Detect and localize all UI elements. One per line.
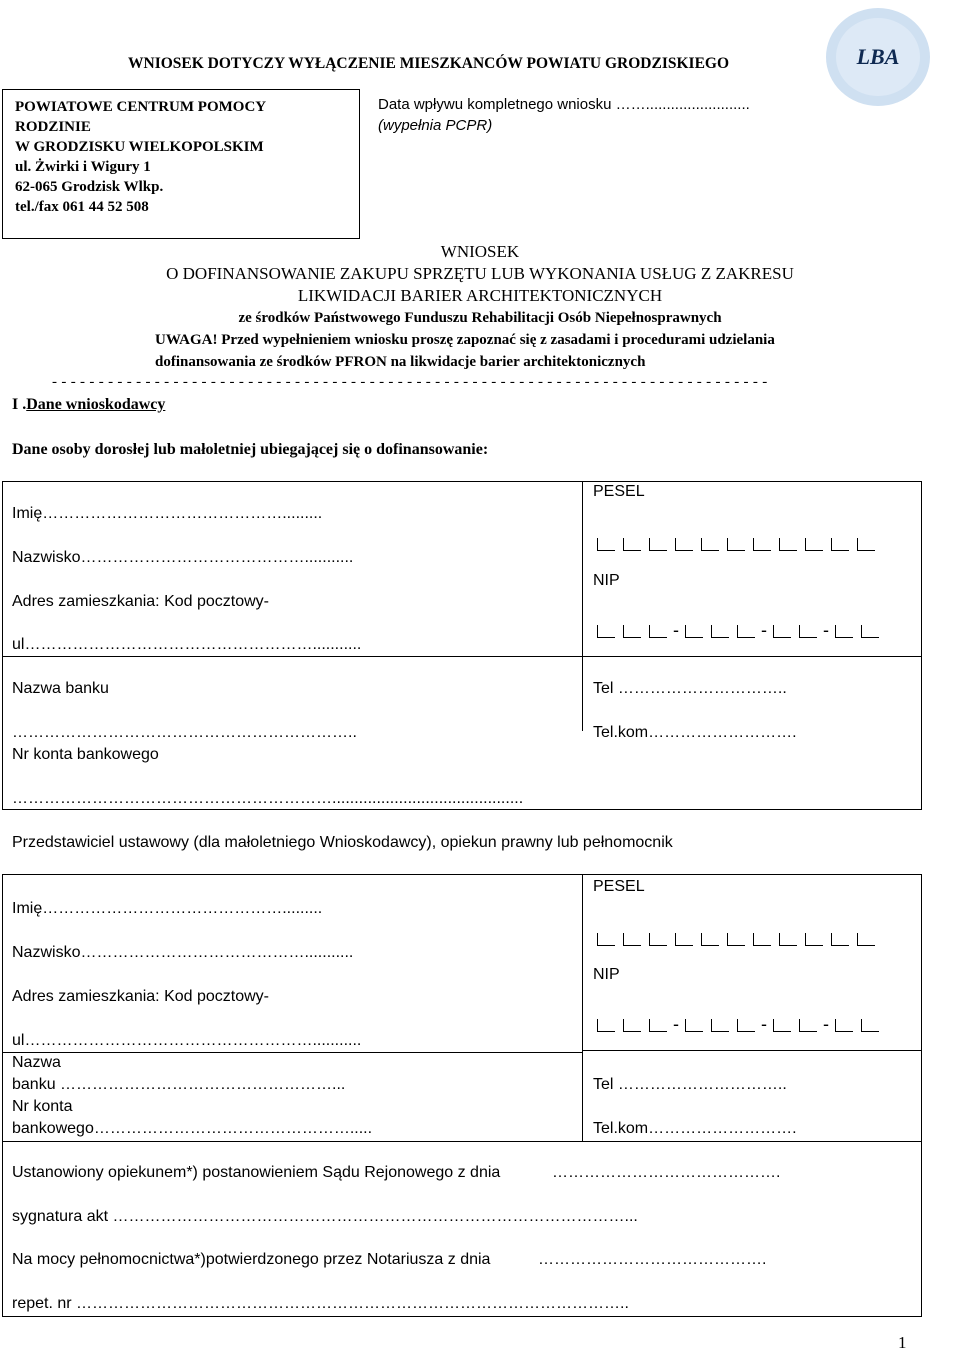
applicant-bank-name-label: Nazwa banku [12,680,109,697]
form-title-line-3: LIKWIDACJI BARIER ARCHITEKTONICZNYCH [297,286,663,305]
pesel-digit-cell[interactable] [831,538,849,551]
nip-separator: - [673,620,679,640]
applicant-bank-name-field[interactable]: ……………………………………………………….. [12,724,357,741]
form-header-title: WNIOSEK DOTYCZY WYŁĄCZENIE MIESZKANCÓW POWIATU GRODZISKIEGO [128,55,730,72]
nip-separator: - [823,1014,829,1034]
applicant-account-label: Nr konta bankowego [12,746,159,763]
form-title-line-2: O DOFINANSOWANIE ZAKUPU SPRZĘTU LUB WYKONANIA USŁUG Z ZAKRESU [166,264,794,283]
pesel-digit-cell[interactable] [649,933,667,946]
pesel-digit-cell[interactable] [675,933,693,946]
nip-separator: - [673,1014,679,1034]
rep-nip-input[interactable] [597,1016,887,1032]
applicant-nip-input[interactable] [597,622,887,638]
pesel-digit-cell[interactable] [649,538,667,551]
nip-separator: - [823,620,829,640]
applicant-street-field[interactable]: ul………………………………………………........... [12,636,362,653]
nip-digit-cell[interactable] [861,1019,879,1032]
pesel-digit-cell[interactable] [623,933,641,946]
rep-first-name-field[interactable]: Imię………………………………………......... [12,900,323,917]
applicant-address-label: Adres zamieszkania: Kod pocztowy- [12,593,269,610]
rep-bank-field[interactable]: banku ……………………………………………... [12,1076,346,1093]
address-line-4: ul. Żwirki i Wigury 1 [15,159,151,175]
applicant-last-name-field[interactable]: Nazwisko……………………………………........... [12,549,354,566]
nip-digit-cell[interactable] [597,1019,615,1032]
nip-digit-cell[interactable] [835,1019,853,1032]
applicant-first-name-field[interactable]: Imię………………………………………......... [12,505,323,522]
applicant-phone-field[interactable]: Tel ………………………….. [593,680,787,697]
representative-column-divider [582,874,583,1142]
pesel-digit-cell[interactable] [753,933,771,946]
section-1-subheading: Dane osoby dorosłej lub małoletniej ubiegającej się o dofinansowanie: [12,441,489,458]
badge-label: LBA [856,44,900,69]
nip-digit-cell[interactable] [623,625,641,638]
nip-digit-cell[interactable] [623,1019,641,1032]
nip-digit-cell[interactable] [685,625,703,638]
rep-last-name-field[interactable]: Nazwisko……………………………………........... [12,944,354,961]
nip-digit-cell[interactable] [861,625,879,638]
section-1-number: I . [12,396,27,413]
nip-separator: - [761,620,767,640]
rep-address-label: Adres zamieszkania: Kod pocztowy- [12,988,269,1005]
page-number: 1 [898,1333,907,1352]
nip-digit-cell[interactable] [799,625,817,638]
pesel-digit-cell[interactable] [727,538,745,551]
rep-pesel-label: PESEL [593,878,645,895]
nip-digit-cell[interactable] [649,625,667,638]
applicant-row-divider [2,656,921,657]
nip-digit-cell[interactable] [711,625,729,638]
nip-digit-cell[interactable] [773,1019,791,1032]
case-reference-field[interactable]: sygnatura akt ……………………………………………………………………………………... [12,1208,638,1225]
rep-street-field[interactable]: ul………………………………………………........... [12,1032,362,1049]
nip-digit-cell[interactable] [799,1019,817,1032]
nip-separator: - [761,1014,767,1034]
pesel-digit-cell[interactable] [623,538,641,551]
rep-account-label: Nr konta [12,1098,73,1115]
guardian-court-label: Ustanowiony opiekunem*) postanowieniem Sądu Rejonowego z dnia [12,1164,501,1181]
pesel-digit-cell[interactable] [779,933,797,946]
representative-heading: Przedstawiciel ustawowy (dla małoletniego Wnioskodawcy), opiekun prawny lub pełnomocnik [12,834,673,851]
dashed-separator: - - - - - - - - - - - - - - - - - - - - - - - - - - - - - - - - - - - - - - - - - - - - - - - - - - - - - - - - - - - - - - - - - - - - - - - - - - - - - [52,374,768,390]
rep-bank-label: Nazwa [12,1054,61,1071]
nip-digit-cell[interactable] [597,625,615,638]
pesel-digit-cell[interactable] [857,538,875,551]
pesel-digit-cell[interactable] [675,538,693,551]
pesel-digit-cell[interactable] [701,933,719,946]
address-line-6: tel./fax 061 44 52 508 [15,199,149,215]
rep-pesel-input[interactable] [597,930,883,946]
form-title-line-4: ze środków Państwowego Funduszu Rehabilitacji Osób Niepełnosprawnych [238,310,722,326]
applicant-mobile-field[interactable]: Tel.kom………………………. [593,724,797,741]
representative-row-divider-2 [2,1141,921,1142]
nip-digit-cell[interactable] [835,625,853,638]
applicant-account-field[interactable]: ……………………………………………………........................................... [12,790,524,807]
pesel-digit-cell[interactable] [597,933,615,946]
nip-digit-cell[interactable] [737,1019,755,1032]
address-line-5: 62-065 Grodzisk Wlkp. [15,179,164,195]
pesel-digit-cell[interactable] [727,933,745,946]
representative-row-divider [2,1052,583,1053]
warning-line-1: UWAGA! Przed wypełnieniem wniosku proszę zapoznać się z zasadami i procedurami udzielania [155,332,775,348]
pesel-digit-cell[interactable] [701,538,719,551]
address-line-3: W GRODZISKU WIELKOPOLSKIM [15,139,264,155]
pesel-digit-cell[interactable] [753,538,771,551]
pesel-digit-cell[interactable] [831,933,849,946]
applicant-column-divider [582,481,583,731]
repertory-number-field[interactable]: repet. nr ………………………………………………………………………………………….. [12,1295,629,1312]
rep-phone-field[interactable]: Tel ………………………….. [593,1076,787,1093]
form-title-line-1: WNIOSEK [440,242,520,261]
lba-badge [826,8,930,106]
address-line-2: RODZINIE [15,119,91,135]
nip-digit-cell[interactable] [685,1019,703,1032]
nip-digit-cell[interactable] [649,1019,667,1032]
notary-date-field[interactable]: ……………………………………. [538,1251,767,1268]
guardian-court-date-field[interactable]: ……………………………………. [552,1164,781,1181]
section-1-heading [12,396,165,414]
pesel-digit-cell[interactable] [779,538,797,551]
nip-digit-cell[interactable] [773,625,791,638]
nip-digit-cell[interactable] [711,1019,729,1032]
rep-mobile-field[interactable]: Tel.kom………………………. [593,1120,797,1137]
receipt-date-field[interactable]: Data wpływu kompletnego wniosku ……......................... [378,96,750,113]
applicant-pesel-label: PESEL [593,483,645,500]
pesel-digit-cell[interactable] [597,538,615,551]
nip-digit-cell[interactable] [737,625,755,638]
notary-power-label: Na mocy pełnomocnictwa*)potwierdzonego przez Notariusza z dnia [12,1251,491,1268]
warning-line-2: dofinansowania ze środków PFRON na likwidacje barier architektonicznych [155,354,646,370]
rep-account-field[interactable]: bankowego…………………………………………..... [12,1120,373,1137]
section-1-title: Dane wnioskodawcy [26,396,166,413]
pesel-digit-cell[interactable] [857,933,875,946]
applicant-nip-label: NIP [593,572,620,589]
institution-address-box [2,89,360,239]
address-line-1: POWIATOWE CENTRUM POMOCY [15,99,267,115]
rep-nip-label: NIP [593,966,620,983]
pesel-digit-cell[interactable] [805,933,823,946]
pesel-digit-cell[interactable] [805,538,823,551]
applicant-pesel-input[interactable] [597,535,883,551]
representative-row-divider-right [582,1050,921,1051]
receipt-note: (wypełnia PCPR) [378,117,493,134]
